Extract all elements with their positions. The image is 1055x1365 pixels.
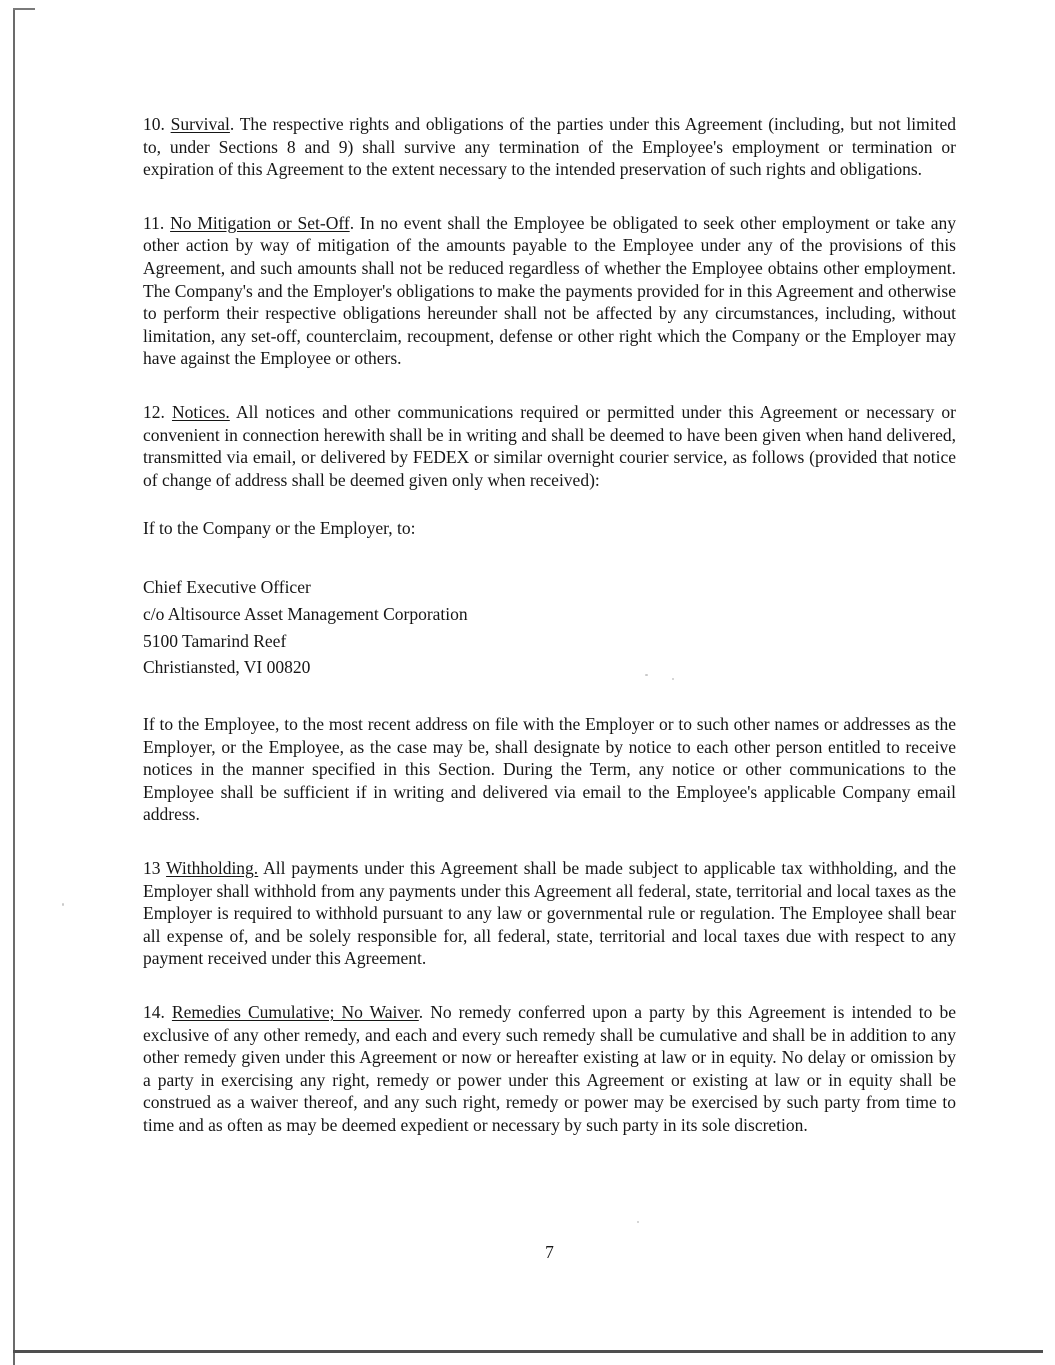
section-number: 11. xyxy=(143,212,165,233)
section-body-text: In no event shall the Employee be obligated to seek other employment or take any other action by way of mitigation of the amounts payable to the Employee under any of the provisions of this Agreement, and such amounts shall not be reduced regardless of whether the Employee obtains other employment. The Company's and the Employer's obligations to make the payments provided for in this Agreement and otherwise to perform their respective obligations hereunder shall not be affected by any circumstances, including, without limitation, any set-off, counterclaim, recoupment, defense or other right which the Company or the Employer may have against the Employee or others. xyxy=(143,212,957,369)
scan-speckle xyxy=(62,903,64,906)
section-heading-punct: . xyxy=(349,212,355,233)
section-heading: Survival xyxy=(170,114,230,134)
scan-speckle xyxy=(637,1221,639,1223)
page-number: 7 xyxy=(545,1242,554,1262)
section-heading: Notices. xyxy=(171,401,230,422)
section-number: 14. xyxy=(143,1002,165,1023)
section-body-text: All payments under this Agreement shall be made subject to applicable tax withholding, and the Employer shall withhold from any payments under this Agreement all federal, state, territorial and local taxes as the Employer is required to withhold pursuant to any law or governmental rule or regulation. The Employee shall bear all expense of, and be solely responsible for, all federal, state, territorial and local taxes due with respect to any payment received under this Agreement. xyxy=(143,858,956,969)
section-10-survival xyxy=(143,113,956,181)
scan-edge-notch-top xyxy=(13,8,35,10)
section-heading: Withholding. xyxy=(166,858,259,879)
section-number: 13 xyxy=(143,858,161,879)
section-heading-punct: . xyxy=(418,1002,424,1023)
section-14-remedies xyxy=(143,1001,956,1137)
company-address-block xyxy=(143,574,956,681)
document-body xyxy=(143,113,956,1168)
section-number: 10. xyxy=(143,114,165,134)
address-line: Christiansted, VI 00820 xyxy=(143,657,311,678)
notice-company-intro: If to the Company or the Employer, to: xyxy=(143,518,416,539)
address-line: Chief Executive Officer xyxy=(143,576,311,597)
section-12-notices xyxy=(143,401,956,491)
section-heading: Remedies Cumulative; No Waiver xyxy=(171,1002,419,1023)
section-heading: No Mitigation or Set-Off xyxy=(170,212,350,233)
address-line: 5100 Tamarind Reef xyxy=(143,630,287,651)
scan-edge-line-bottom xyxy=(13,1350,1043,1353)
section-body-text: All notices and other communications required or permitted under this Agreement or necessary or convenient in connection herewith shall be in writing and shall be deemed to have been given when hand delivered, transmitted via email, or delivered by FEDEX or similar overnight courier service, as follows (provided that notice of change of address shall be deemed given only when received): xyxy=(143,401,956,490)
section-number: 12. xyxy=(143,401,165,422)
section-13-withholding xyxy=(143,857,956,970)
notice-employee-paragraph: If to the Employee, to the most recent address on file with the Employer or to such other names or addresses as the Employer, or the Employee, as the case may be, shall designate by notice to each other person entitled to receive notices in the manner specified in this Section. During the Term, any notice or other communications to the Employee shall be sufficient if in writing and delivered via email to the Employee's applicable Company email address. xyxy=(143,714,956,825)
section-11-no-mitigation xyxy=(143,212,956,370)
scan-edge-line-left xyxy=(13,8,15,1365)
section-body-text: The respective rights and obligations of the parties under this Agreement (including, but not limited to, under Sections 8 and 9) shall survive any termination of the Employee's employment or termination or expiration of this Agreement to the extent necessary to the intended preservation of such rights and obligations. xyxy=(143,114,957,180)
address-line: c/o Altisource Asset Management Corporation xyxy=(143,603,468,624)
section-heading-punct: . xyxy=(229,114,235,134)
section-body-text: No remedy conferred upon a party by this Agreement is intended to be exclusive of any other remedy, and each and every such remedy shall be cumulative and shall be in addition to any other remedy given under this Agreement or now or hereafter existing at law or in equity. No delay or omission by a party in exercising any right, remedy or power under this Agreement or existing at law or in equity shall be construed as a waiver thereof, and any such right, remedy or power may be exercised by such party from time to time and as often as may be deemed expedient or necessary by such party in its sole discretion. xyxy=(143,1002,956,1135)
